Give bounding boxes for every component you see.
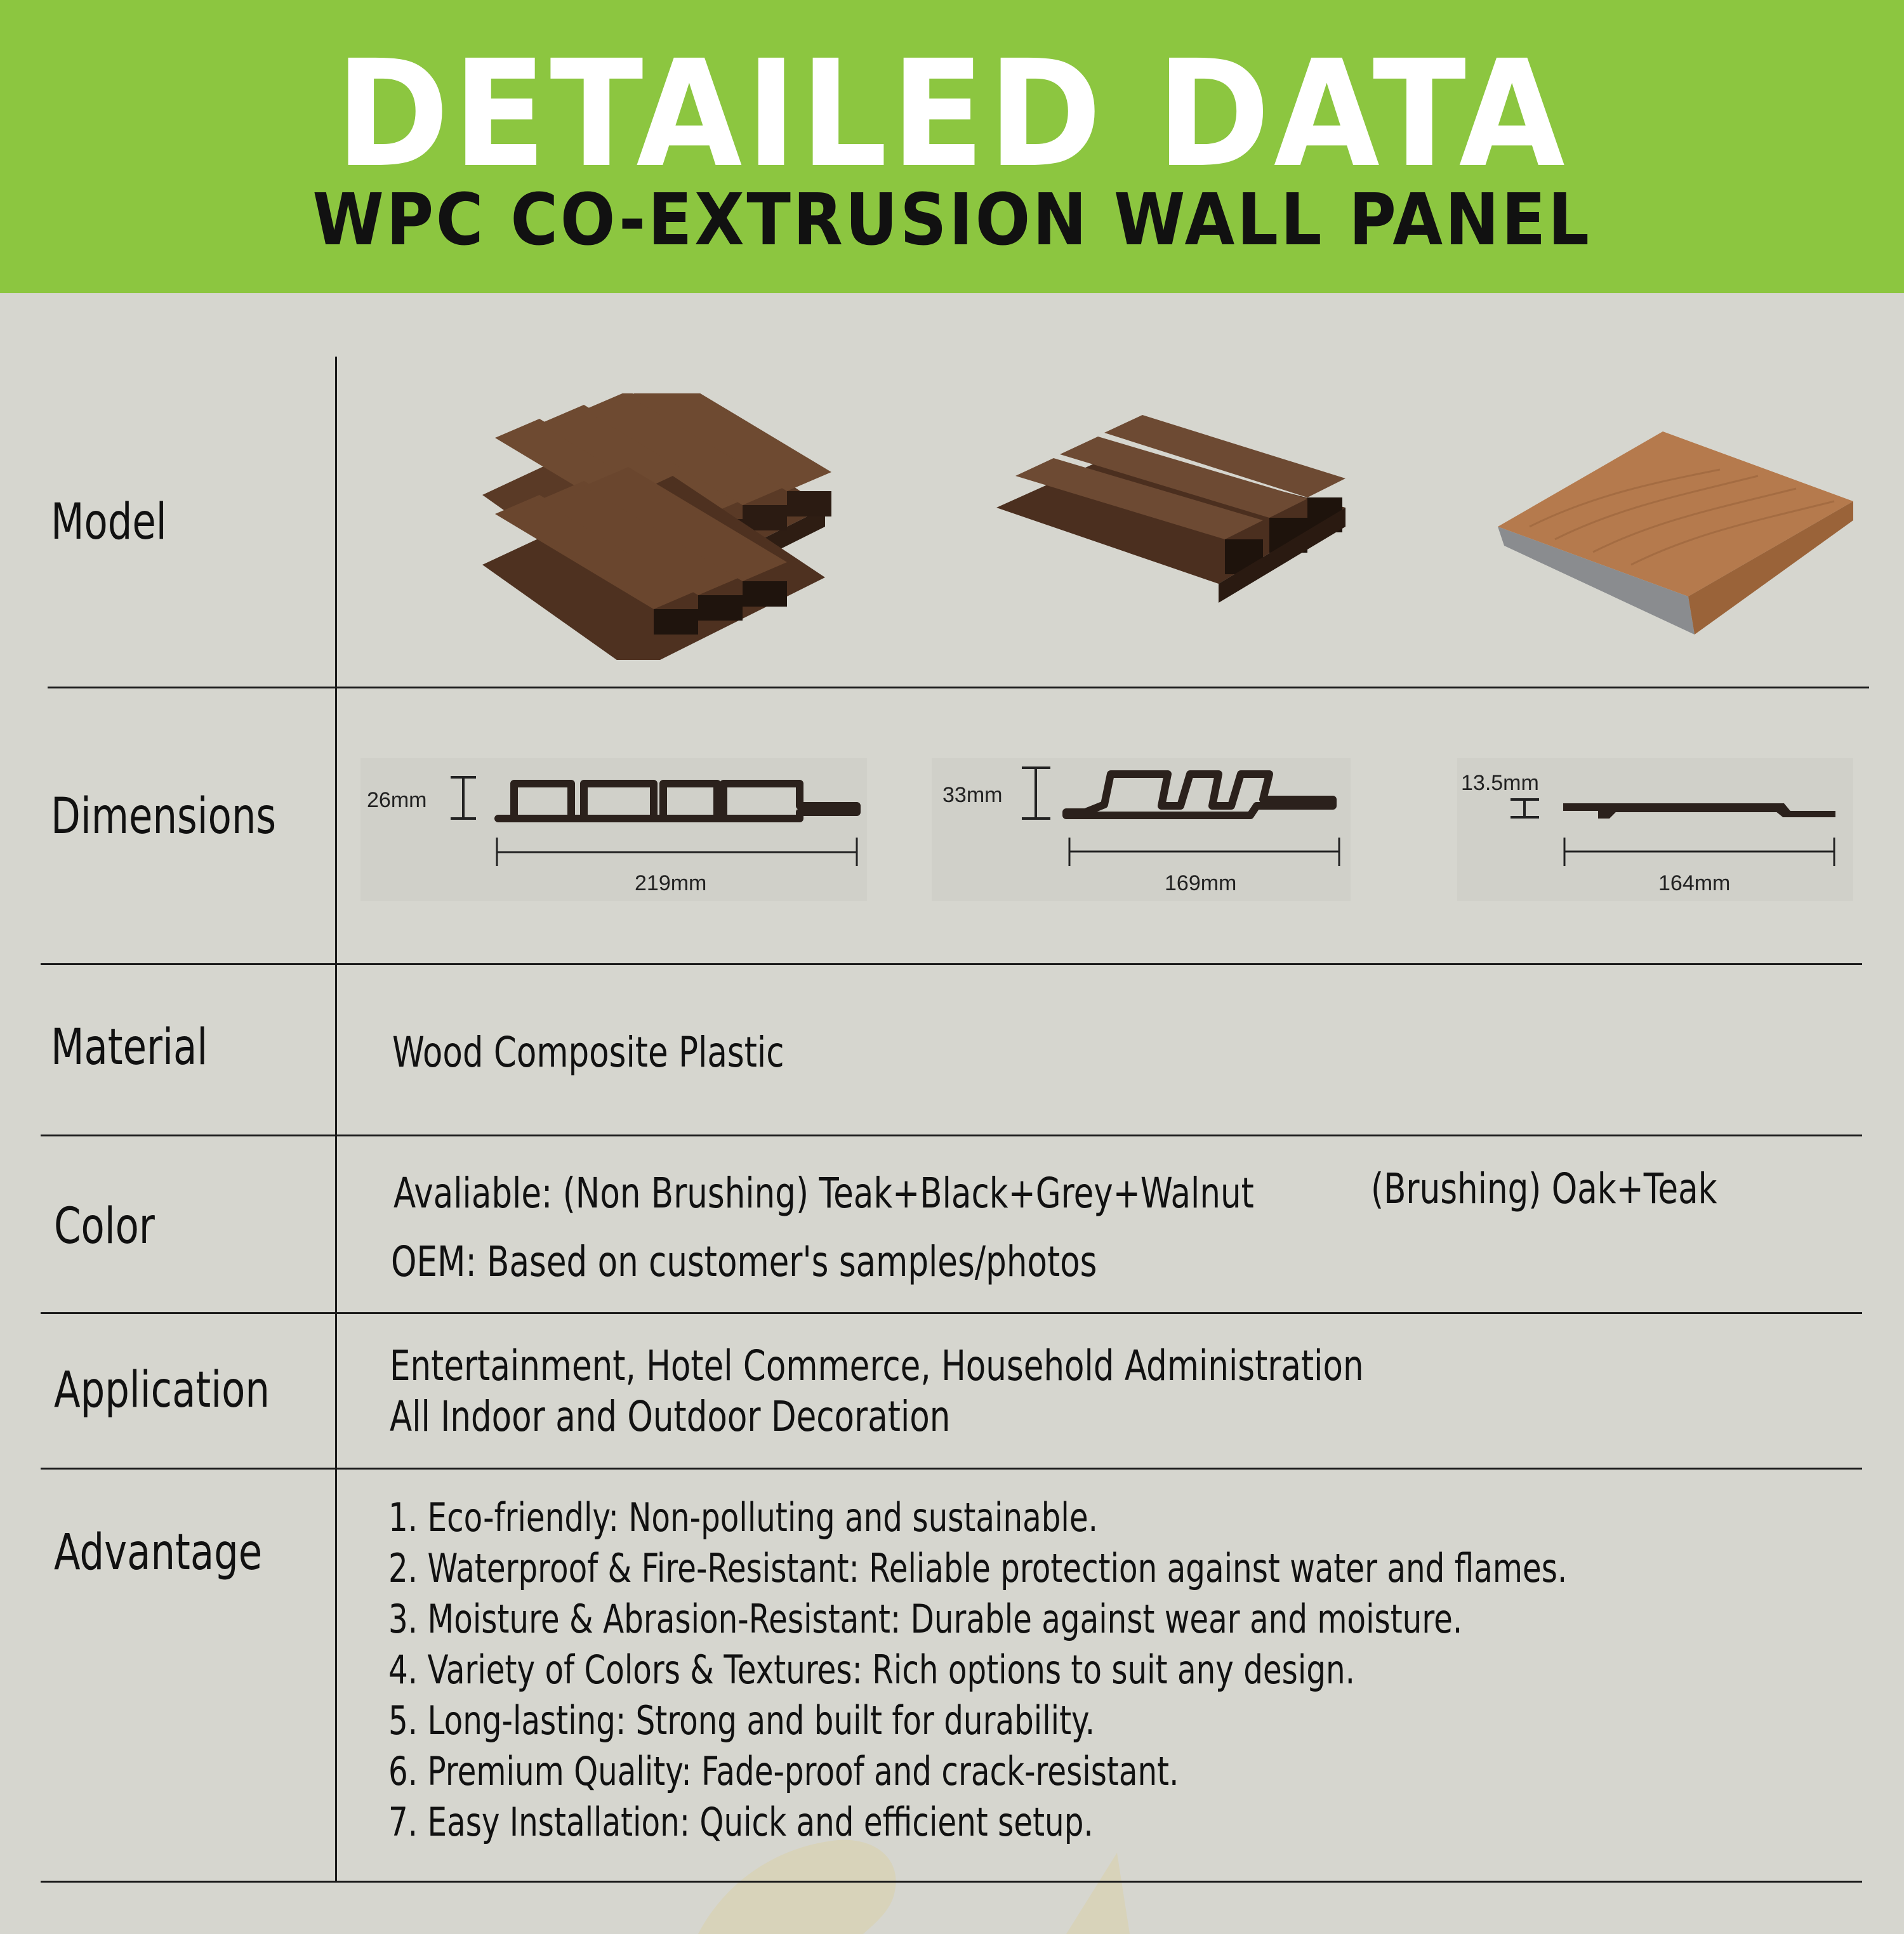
page-subtitle: WPC CO-EXTRUSION WALL PANEL bbox=[312, 179, 1592, 261]
row-label-dimensions: Dimensions bbox=[51, 788, 277, 845]
color-available: Avaliable: (Non Brushing) Teak+Black+Grey+Walnut bbox=[393, 1169, 1254, 1218]
row-divider bbox=[41, 1881, 1862, 1883]
width-label-1: 219mm bbox=[635, 871, 707, 895]
page-title: DETAILED DATA bbox=[335, 29, 1569, 200]
width-label-3: 164mm bbox=[1658, 871, 1731, 895]
row-divider bbox=[41, 1312, 1862, 1314]
color-oem: OEM: Based on customer's samples/photos bbox=[391, 1237, 1097, 1286]
panel-image-3 bbox=[1491, 431, 1860, 641]
advantage-list bbox=[388, 1492, 1900, 1848]
advantage-item: 5. Long-lasting: Strong and built for durability. bbox=[388, 1697, 1095, 1744]
row-divider bbox=[41, 963, 1862, 965]
profile-drawing-2 bbox=[1015, 761, 1352, 869]
row-label-advantage: Advantage bbox=[54, 1524, 263, 1581]
color-brushing: (Brushing) Oak+Teak bbox=[1371, 1164, 1717, 1213]
row-label-application: Application bbox=[54, 1362, 270, 1419]
advantage-item: 7. Easy Installation: Quick and efficient setup. bbox=[388, 1799, 1094, 1845]
thickness-label-3: 13.5mm bbox=[1461, 771, 1539, 795]
advantage-item: 6. Premium Quality: Fade-proof and crack-resistant. bbox=[388, 1748, 1179, 1794]
advantage-item: 1. Eco-friendly: Non-polluting and sustainable. bbox=[388, 1494, 1098, 1541]
row-label-color: Color bbox=[54, 1198, 155, 1255]
row-label-material: Material bbox=[51, 1019, 208, 1076]
thickness-label-1: 26mm bbox=[367, 788, 427, 812]
advantage-item: 4. Variety of Colors & Textures: Rich options to suit any design. bbox=[388, 1647, 1356, 1693]
application-line-1: Entertainment, Hotel Commerce, Household Administration bbox=[390, 1341, 1364, 1390]
advantage-item: 3. Moisture & Abrasion-Resistant: Durable against wear and moisture. bbox=[388, 1596, 1463, 1642]
advantage-item: 2. Waterproof & Fire-Resistant: Reliable protection against water and flames. bbox=[388, 1545, 1568, 1591]
application-line-2: All Indoor and Outdoor Decoration bbox=[390, 1392, 951, 1441]
profile-drawing-1 bbox=[444, 771, 863, 872]
panel-image-1 bbox=[470, 393, 850, 660]
width-label-2: 169mm bbox=[1165, 871, 1237, 895]
row-divider bbox=[41, 1135, 1862, 1136]
profile-drawing-3 bbox=[1504, 793, 1847, 876]
row-label-model: Model bbox=[51, 494, 167, 551]
material-value: Wood Composite Plastic bbox=[392, 1028, 784, 1077]
panel-image-2 bbox=[990, 412, 1352, 609]
row-divider bbox=[48, 687, 1869, 688]
thickness-label-2: 33mm bbox=[942, 783, 1003, 807]
row-divider bbox=[41, 1468, 1862, 1470]
table-column-divider bbox=[335, 357, 337, 1881]
